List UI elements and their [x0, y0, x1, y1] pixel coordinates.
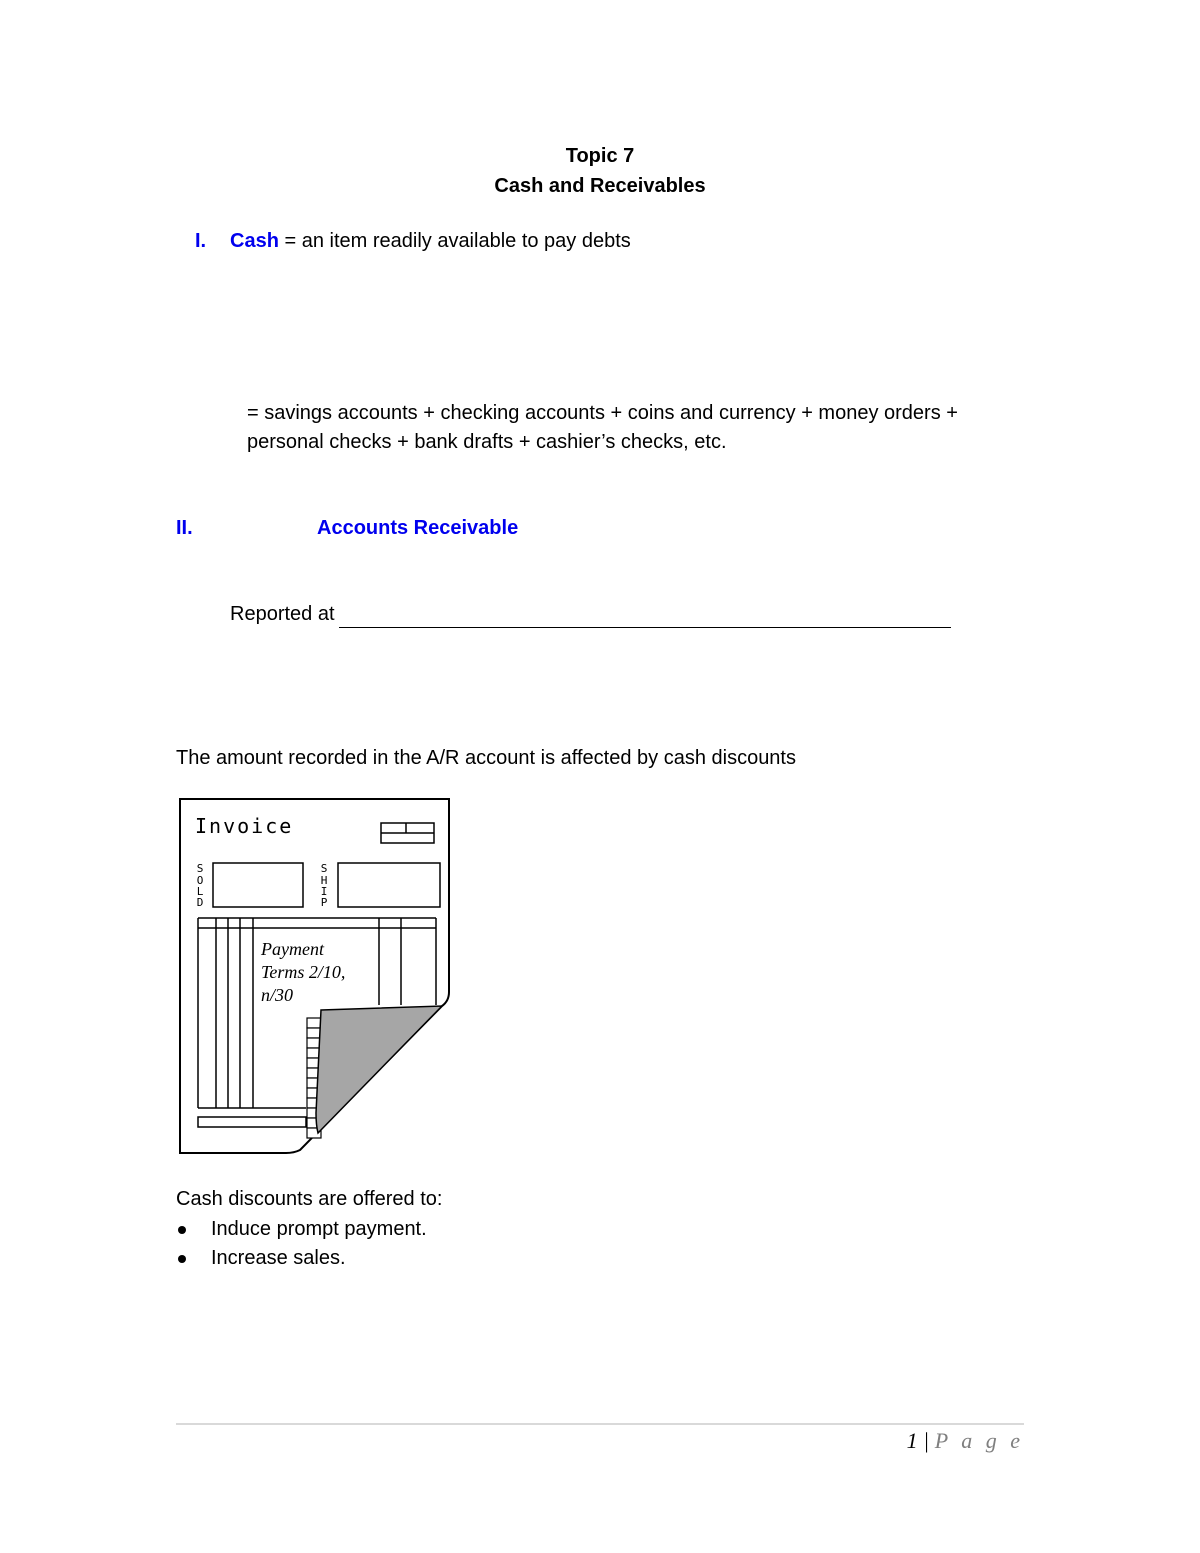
invoice-title: Invoice	[195, 814, 294, 838]
cash-term: Cash	[230, 230, 279, 252]
section-2-heading: Accounts Receivable	[317, 517, 519, 539]
ship-letter: P	[320, 896, 328, 909]
cash-components-line-2: personal checks + bank drafts + cashier’s checks, etc.	[247, 431, 727, 453]
discount-reasons-list	[176, 1215, 427, 1273]
cash-definition	[230, 227, 631, 255]
cash-definition-text: = an item readily available to pay debts	[278, 230, 631, 252]
section-2-numeral: II.	[176, 517, 193, 539]
reported-at-line	[230, 600, 951, 628]
ar-statement: The amount recorded in the A/R account is affected by cash discounts	[176, 747, 796, 769]
invoice-number-box	[381, 823, 434, 843]
invoice-illustration	[176, 795, 454, 1157]
ship-letter: I	[320, 885, 328, 898]
sold-letter: D	[196, 896, 204, 909]
sold-letter: S	[196, 862, 204, 875]
topic-number: Topic 7	[565, 145, 635, 167]
payment-terms-line: Terms 2/10,	[261, 962, 346, 982]
reported-at-label: Reported at	[230, 603, 335, 625]
reported-at-blank	[339, 605, 951, 628]
ship-letter: S	[320, 862, 328, 875]
discounts-intro: Cash discounts are offered to:	[176, 1188, 443, 1210]
page-fold-flap	[316, 1006, 442, 1133]
page-word: P a g e	[934, 1428, 1024, 1453]
footer-divider	[176, 1423, 1024, 1425]
page-number: 1	[906, 1428, 918, 1453]
sold-to-box	[213, 863, 303, 907]
sold-letter: O	[196, 874, 204, 887]
list-item: Increase sales.	[176, 1244, 427, 1273]
ship-letter: H	[320, 874, 328, 887]
payment-terms-line: Payment	[261, 939, 324, 959]
page-title: Cash and Receivables	[494, 175, 706, 197]
cash-components-line-1: = savings accounts + checking accounts + coins and currency + money orders +	[247, 402, 958, 424]
page-separator: |	[923, 1428, 930, 1453]
ship-to-box	[338, 863, 440, 907]
section-1-numeral: I.	[195, 230, 207, 252]
sold-letter: L	[196, 885, 204, 898]
ship-to-label	[321, 862, 328, 909]
invoice-graphic	[176, 795, 454, 1157]
list-item: Induce prompt payment.	[176, 1215, 427, 1244]
payment-terms-line: n/30	[261, 985, 294, 1005]
sold-to-label	[197, 862, 204, 909]
page-footer	[907, 1428, 1024, 1454]
